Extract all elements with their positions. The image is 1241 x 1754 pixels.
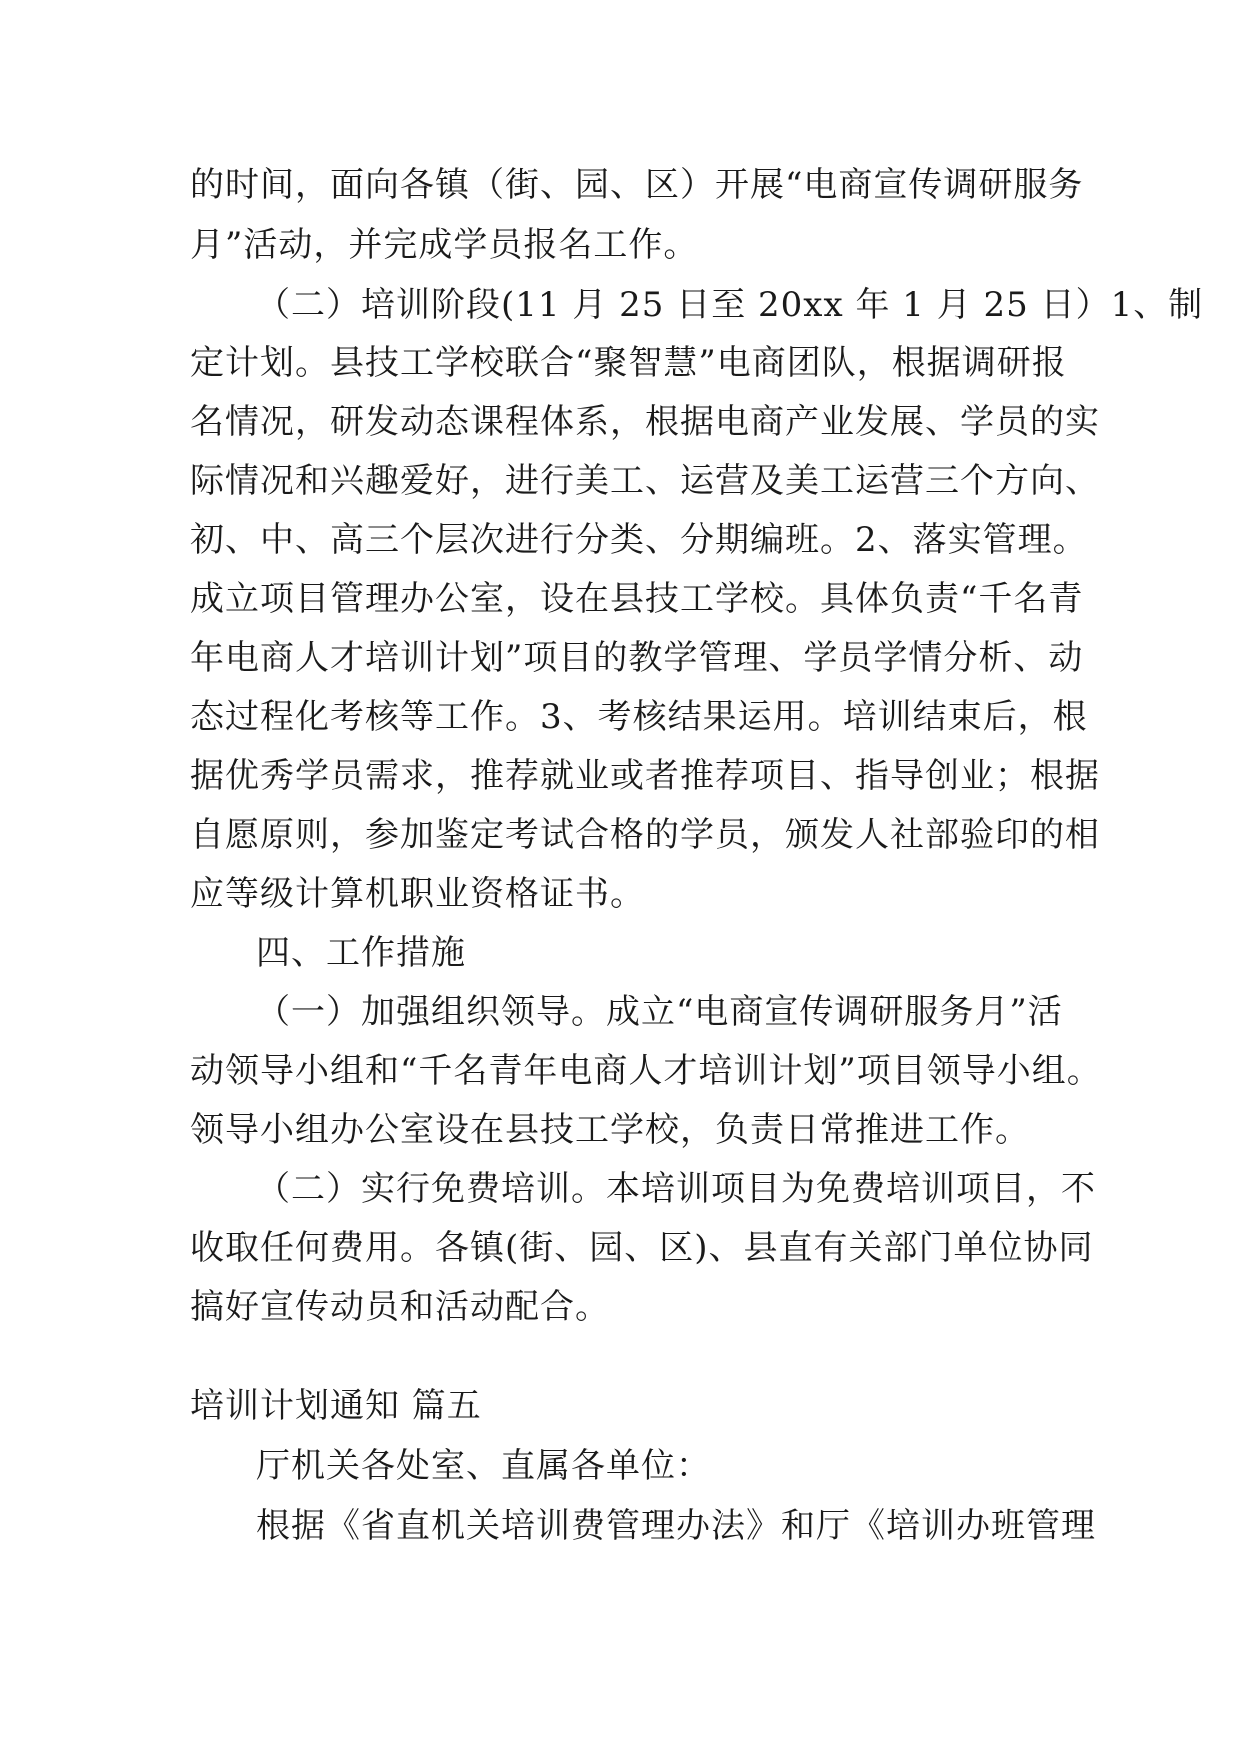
body-line: 的时间，面向各镇（街、园、区）开展“电商宣传调研服务 [190,165,1084,205]
body-line: 名情况，研发动态课程体系，根据电商产业发展、学员的实 [190,402,1100,442]
body-line: 收取任何费用。各镇(街、园、区)、县直有关部门单位协同 [190,1228,1094,1268]
section-heading: 四、工作措施 [256,933,466,973]
salutation: 厅机关各处室、直属各单位： [256,1446,711,1486]
body-line: 据优秀学员需求，推荐就业或者推荐项目、指导创业；根据 [190,756,1100,796]
body-line: （一）加强组织领导。成立“电商宣传调研服务月”活 [256,992,1063,1032]
body-line: 搞好宣传动员和活动配合。 [190,1287,610,1327]
body-line: 根据《省直机关培训费管理办法》和厅《培训办班管理 [256,1506,1096,1546]
body-line: （二）实行免费培训。本培训项目为免费培训项目，不 [256,1169,1096,1209]
body-line: （二）培训阶段(11 月 25 日至 20xx 年 1 月 25 日）1、制 [256,285,1204,325]
body-line: 应等级计算机职业资格证书。 [190,874,645,914]
body-line: 态过程化考核等工作。3、考核结果运用。培训结束后，根 [190,697,1088,737]
body-line: 自愿原则，参加鉴定考试合格的学员，颁发人社部验印的相 [190,815,1100,855]
body-line: 成立项目管理办公室，设在县技工学校。具体负责“千名青 [190,579,1084,619]
body-line: 际情况和兴趣爱好，进行美工、运营及美工运营三个方向、 [190,461,1100,501]
body-line: 动领导小组和“千名青年电商人才培训计划”项目领导小组。 [190,1051,1102,1091]
body-line: 定计划。县技工学校联合“聚智慧”电商团队，根据调研报 [190,343,1067,383]
body-line: 年电商人才培训计划”项目的教学管理、学员学情分析、动 [190,638,1084,678]
article-title: 培训计划通知 篇五 [190,1386,482,1426]
body-line: 领导小组办公室设在县技工学校，负责日常推进工作。 [190,1110,1030,1150]
body-line: 初、中、高三个层次进行分类、分期编班。2、落实管理。 [190,520,1088,560]
body-line: 月”活动，并完成学员报名工作。 [190,225,699,265]
